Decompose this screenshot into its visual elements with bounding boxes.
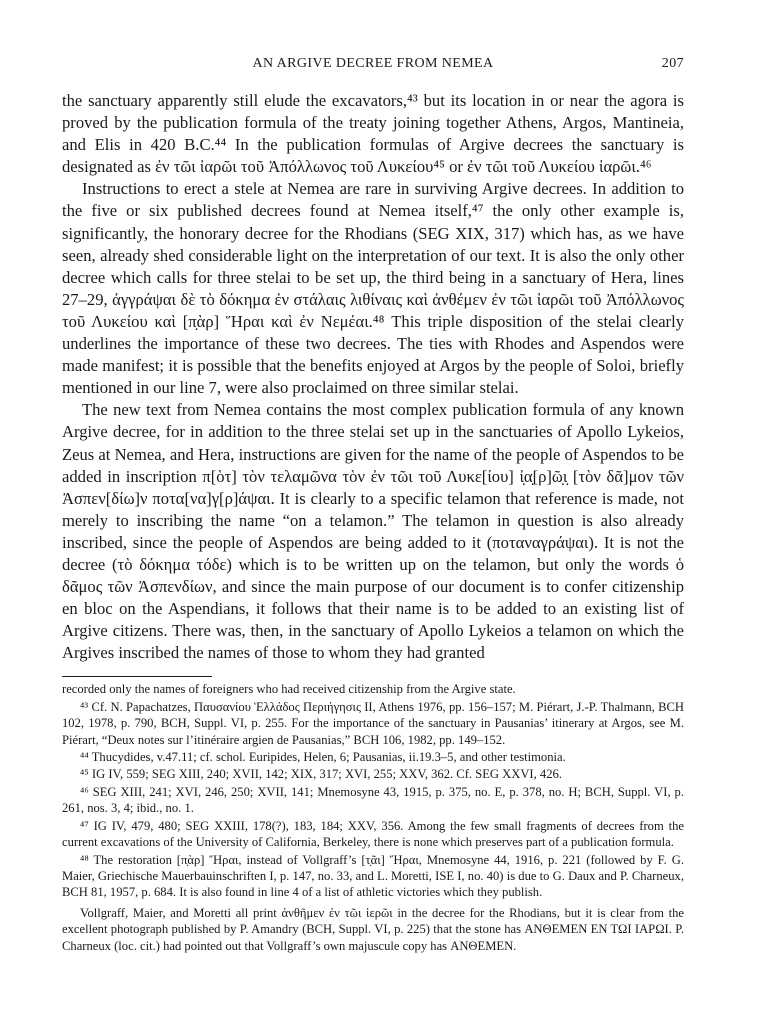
footnote-48: ⁴⁸ The restoration [π̣ὰρ] Ἥραι, instead of Vollgraff’s [τ̣ᾶι] Ἥραι, Mnemosyne 44, 1916, p. 221 (followed by F. G. Maier, Griechische Mauerbauinschriften I, p. 147, no. 33, and L. Moretti, ISE I, no. 40) is due to G. Daux and P. Charneux, BCH 81, 1957, p. 684. It is also found in line 4 of a list of athletic victories which they publish.	[62, 852, 684, 900]
main-text	[62, 90, 684, 664]
footnote-divider	[62, 676, 212, 677]
page	[62, 56, 684, 954]
page-number: 207	[661, 56, 684, 71]
body-paragraph: The new text from Nemea contains the most complex publication formula of any known Argive decree, for in addition to the three stelai set up in the sanctuaries of Apollo Lykeios, Zeus at Nemea, and Hera, instructions are given for the name of the people of Aspendos to be added in inscription π[ὸτ] τὸν τελαμῶνα τὸν ἐν τῶι τοῦ Λυκε[ίου] ἰ̣α̣[ρ]ῶ̣ι̣ [τὸν δᾶ]μον τῶν Ἀσπεν[δίω]ν ποτα[να]γ[ρ]άψαι. It is clearly to a specific telamon that reference is made, not merely to inscribing the name “on a telamon.” The telamon in question is also already inscribed, since the people of Aspendos are being added to it (ποταναγράψαι). It is not the decree (τὸ δόκημα τόδε) which is to be written up on the telamon, but only the words ὁ δᾶμος τῶν Ἀσπενδίων, and since the main purpose of our document is to confer citizenship en bloc on the Aspendians, it follows that their name is to be added to an existing list of Argive citizens. There was, then, in the sanctuary of Apollo Lykeios a telamon on which the Argives inscribed the names of those to whom they had granted	[62, 400, 684, 663]
footnote-48-continuation: Vollgraff, Maier, and Moretti all print ἀνθῆμεν ἐν τῶι ἱερῶι in the decree for the Rhodians, but it is clear from the excellent photograph published by P. Amandry (BCH, Suppl. VI, p. 225) that the stone has ΑΝΘΕΜΕΝ ΕΝ ΤΩΙ ΙΑΡΩΙ. P. Charneux (loc. cit.) had pointed out that Vollgraff’s own majuscule copy has ΑΝΘΕΜΕΝ.	[62, 905, 684, 953]
body-paragraph: Instructions to erect a stele at Nemea are rare in surviving Argive decrees. In addition to the five or six published decrees found at Nemea itself,⁴⁷ the only other example is, significantly, the honorary decree for the Rhodians (SEG XIX, 317) which has, as we have seen, already shed considerable light on the interpretation of our text. It is also the only other decree which calls for three stelai to be set up, the third being in a sanctuary of Hera, lines 27–29, ἀγγράψαι δὲ τὸ δόκημα ἐν στάλαις λιθίναις καὶ ἀνθέμεν ἐν τῶι ἰαρῶι τοῦ Ἀπόλλωνος τοῦ Λυκείου καὶ [π̣ὰρ] Ἥραι καὶ ἐν Νεμέαι.⁴⁸ This triple disposition of the stelai clearly underlines the importance of these two decrees. The ties with Rhodes and Aspendos were made manifest; it is possible that the benefits enjoyed at Argos by the people of Soloi, briefly mentioned in our line 7, were also proclaimed on three similar stelai.	[62, 179, 684, 398]
footnote-44: ⁴⁴ Thucydides, v.47.11; cf. schol. Euripides, Helen, 6; Pausanias, ii.19.3–5, and other testimonia.	[80, 750, 566, 765]
footnote-45: ⁴⁵ IG IV, 559; SEG XIII, 240; XVII, 142; XIX, 317; XVI, 255; XXV, 362. Cf. SEG XXVI, 426.	[80, 767, 562, 782]
body-paragraph: the sanctuary apparently still elude the excavators,⁴³ but its location in or near the agora is proved by the publication formula of the treaty joining together Athens, Argos, Mantineia, and Elis in 420 B.C.⁴⁴ In the publication formulas of Argive decrees the sanctuary is designated as ἐν τῶι ἰαρῶι τοῦ Ἀπόλλωνος τοῦ Λυκείου⁴⁵ or ἐν τῶι τοῦ Λυκείου ἰαρῶι.⁴⁶	[62, 91, 684, 177]
running-title: AN ARGIVE DECREE FROM NEMEA	[252, 56, 494, 71]
footnotes	[62, 681, 684, 954]
footnote-continuation: recorded only the names of foreigners who had received citizenship from the Argive state.	[62, 682, 516, 697]
footnote-46: ⁴⁶ SEG XIII, 241; XVI, 246, 250; XVII, 141; Mnemosyne 43, 1915, p. 375, no. E, p. 378, no. H; BCH, Suppl. VI, p. 261, nos. 3, 4; ibid., no. 1.	[62, 784, 684, 816]
running-header	[62, 56, 684, 80]
footnote-47: ⁴⁷ IG IV, 479, 480; SEG XXIII, 178(?), 183, 184; XXV, 356. Among the few small fragments of decrees from the current excavations of the University of California, Berkeley, there is none which preserves part of a publication formula.	[62, 818, 684, 850]
footnote-43: ⁴³ Cf. N. Papachatzes, Παυσανίου Ἑλλάδος Περιήγησις II, Athens 1976, pp. 156–157; M. Piérart, J.-P. Thalmann, BCH 102, 1978, p. 790, BCH, Suppl. VI, p. 255. For the importance of the sanctuary in Pausanias’ itinerary at Argos, see M. Piérart, “Deux notes sur l’itinéraire argien de Pausanias,” BCH 106, 1982, pp. 149–152.	[62, 699, 684, 747]
